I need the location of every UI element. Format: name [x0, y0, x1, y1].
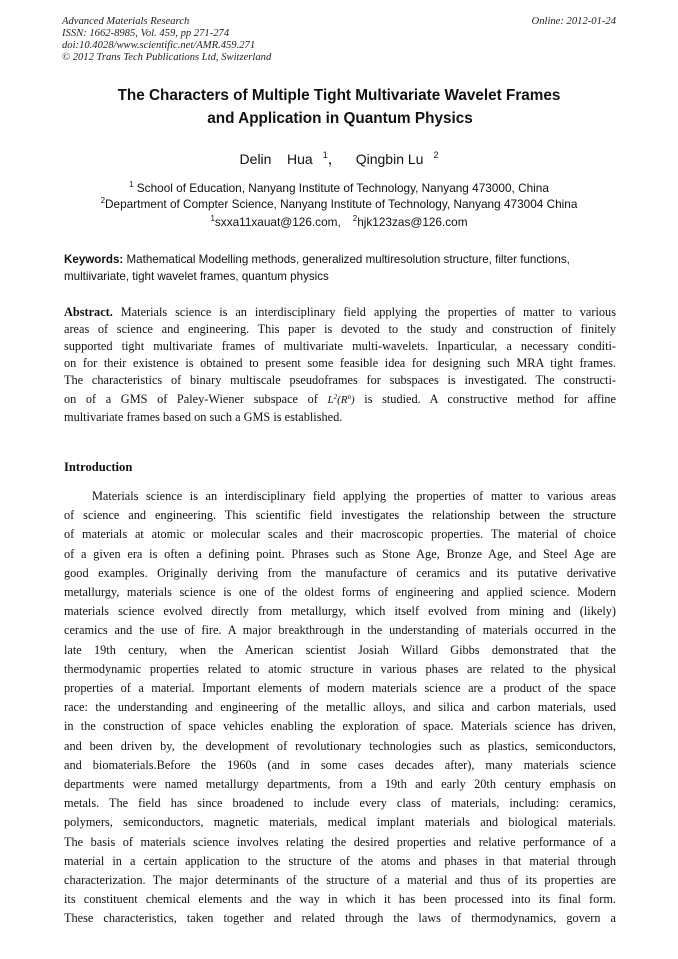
abstract-line: areas of science and engineering. This paper is devoted to the study and construction of finitely [64, 322, 616, 336]
body-text-line: thermodynamic properties related to atomic structure in various phases are related to the physical [64, 661, 616, 676]
body-text-line: ceramics and the use of fire. A major breakthrough in the understanding of materials occurred in the [64, 623, 616, 638]
body-text-line: material in a certain application to the structure of the atoms and phases in that material through [64, 853, 616, 868]
body-text-line: characterization. The major determinants of the structure of a material and thus of its properties are [64, 873, 616, 888]
body-text-line: departments were named metallurgy departments, from a 19th and early 20th century emphasis on [64, 777, 616, 792]
body-text-line: metals. The field has since broadened to include every class of materials, including: ceramics, [64, 796, 616, 811]
keywords-text: Mathematical Modelling methods, generalized multiresolution structure, filter functions, multiivariate, tight wavelet frames, quantum physics [64, 253, 574, 283]
math-superscript: n [347, 393, 351, 401]
body-text-line: of a given era is often a defining point. Phrases such as Stone Age, Bronze Age, and Steel Age are [64, 546, 616, 561]
body-text-line: of materials at atomic or molecular scales and their macroscopic properties. The material of choice [64, 527, 616, 542]
online-date: Online: 2012-01-24 [531, 16, 616, 27]
abstract-line [64, 389, 616, 409]
abstract-line: supported tight multivariate frames of multivariate multi-wavelets. Inparticular, a necessary conditi- [64, 339, 616, 353]
body-text-line: its constituent chemical elements and the way in which it has been processed into its final form. [64, 892, 616, 907]
body-text-line: properties of a material. Important elements of modern materials science are a product of the space [64, 681, 616, 696]
affiliation-1-marker: 1 [129, 180, 134, 189]
body-text-line: Materials science is an interdisciplinary field applying the properties of matter to various areas [92, 489, 616, 503]
email-1[interactable]: sxxa11xauat@126.com, [214, 215, 341, 229]
abstract-text: Materials science is an interdisciplinary field applying the properties of matter to various [112, 305, 616, 319]
keywords [64, 251, 616, 285]
body-text-line: These characteristics, taken together and related through the laws of thermodynamics, govern a [64, 911, 616, 926]
math-superscript: 2 [333, 393, 338, 401]
author-separator: ， [327, 151, 342, 167]
author-list [0, 146, 678, 168]
body-text-line: polymers, semiconductors, magnetic materials, medical implant materials and biological materials. [64, 815, 616, 830]
math-l2-rn [327, 394, 354, 406]
body-text-line: and biomaterials.Before the 1960s (and in some cases decades after), many materials science [64, 757, 616, 772]
introduction-body [64, 487, 616, 929]
title-line-2: and Application in Quantum Physics [207, 110, 473, 127]
abstract-line [64, 304, 616, 321]
author-1-affil: 1 [322, 150, 328, 160]
issn-line: ISSN: 1662-8985, Vol. 459, pp 271-274 [62, 28, 230, 39]
affiliation-2 [0, 193, 678, 212]
abstract [64, 304, 616, 426]
section-heading-introduction: Introduction [64, 460, 133, 474]
email-2-marker: 2 [352, 214, 358, 223]
author-2-affil: 2 [433, 150, 439, 160]
email-line [0, 211, 678, 230]
keywords-label: Keywords: [64, 253, 124, 266]
email-1-marker: 1 [210, 214, 215, 223]
email-2[interactable]: hjk123zas@126.com [357, 215, 468, 229]
body-text-line: and been driven by, the development of revolutionary technologies such as plastics, semiconductors, [64, 738, 616, 753]
body-text-line: late 19th century, when the American scientist Josiah Willard Gibbs demonstrated that the [64, 642, 616, 657]
affiliation-2-marker: 2 [100, 196, 106, 205]
journal-name: Advanced Materials Research [62, 16, 190, 27]
abstract-line: on for their existence is obtained to present some feasible idea for designing such MRA tight frames. [64, 356, 616, 370]
author-1-name: Delin Hua [239, 151, 313, 167]
journal-header [62, 16, 271, 64]
affiliation-2-text: Department of Compter Science, Nanyang Institute of Technology, Nanyang 473004 China [105, 197, 578, 211]
body-text-line: good examples. Originally deriving from the manufacture of ceramics and its putative derivative [64, 565, 616, 580]
body-text-line: The basis of materials science involves relating the desired properties and relative performance of a [64, 834, 616, 849]
body-text-line: in the construction of space vehicles enabling the exploration of space. Materials science has driven, [64, 719, 616, 734]
body-text-line: materials science evolved directly from metallurgy, which itself evolved from mining and (likely) [64, 604, 616, 619]
author-2-name: Qingbin Lu [355, 151, 424, 167]
copyright-line: © 2012 Trans Tech Publications Ltd, Switzerland [62, 52, 272, 63]
abstract-label: Abstract. [64, 305, 113, 319]
body-text-line: metallurgy, materials science is one of the oldest forms of engineering and applied science. Modern [64, 585, 616, 600]
math-symbol: ) [351, 394, 355, 406]
abstract-line: multivariate frames based on such a GMS is established. [64, 410, 343, 424]
abstract-text: is studied. A constructive method for affine [364, 392, 616, 406]
math-symbol: (R [337, 394, 348, 406]
body-text-line: race: the understanding and engineering of the metallic alloys, and silica and carbon materials, used [64, 700, 616, 715]
abstract-text: on of a GMS of Paley-Wiener subspace of [64, 392, 318, 406]
doi-line: doi:10.4028/www.scientific.net/AMR.459.271 [62, 40, 256, 51]
body-text-line: of science and engineering. This scientific field investigates the relationship between the structure [64, 508, 616, 523]
abstract-line: The characteristics of binary multiscale pseudoframes for subspaces is investigated. The constructi- [64, 373, 616, 387]
paper-title [0, 84, 678, 130]
affiliation-1-text: School of Education, Nanyang Institute of Technology, Nanyang 473000, China [133, 181, 549, 195]
title-line-1: The Characters of Multiple Tight Multivariate Wavelet Frames [117, 87, 561, 104]
math-symbol: L [327, 394, 334, 406]
